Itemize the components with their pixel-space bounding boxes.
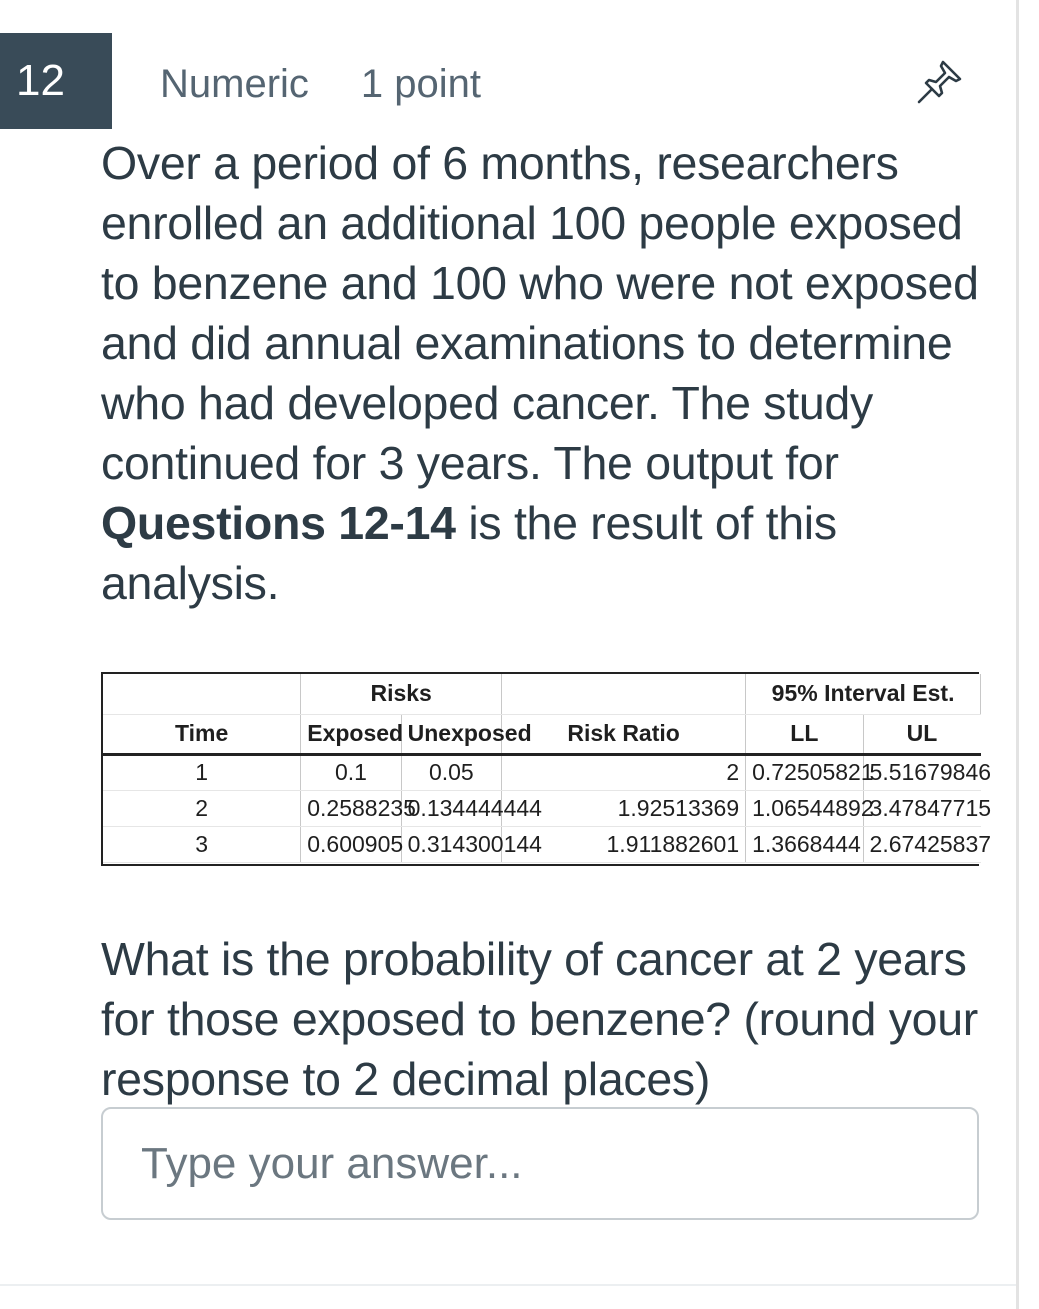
question-number: 12: [0, 33, 112, 129]
cell-unexposed: 0.314300144: [401, 826, 501, 862]
pin-icon-graphic: [912, 50, 972, 110]
cell-exposed: 0.600905: [301, 826, 401, 862]
column-header-ll: LL: [746, 714, 863, 754]
pin-icon[interactable]: [912, 50, 972, 110]
column-header-unexposed: Unexposed: [401, 714, 501, 754]
table-row: [103, 826, 981, 862]
question-divider: [0, 1284, 1016, 1286]
cell-time: 2: [103, 790, 301, 826]
cell-ul: 3.47847715: [863, 790, 980, 826]
question-points: 1 point: [360, 62, 482, 106]
cell-ul: 5.51679846: [863, 754, 980, 790]
output-table: [103, 674, 992, 863]
interval-group-header: 95% Interval Est.: [746, 674, 981, 714]
cell-time: 1: [103, 754, 301, 790]
cell-exposed: 0.1: [301, 754, 401, 790]
cell-exposed: 0.2588235: [301, 790, 401, 826]
column-header-time: Time: [103, 714, 301, 754]
cell-ll: 0.72505821: [746, 754, 863, 790]
cell-risk-ratio: 1.92513369: [502, 790, 746, 826]
cell-unexposed: 0.05: [401, 754, 501, 790]
cell-risk-ratio: 1.911882601: [502, 826, 746, 862]
table-header-row: [103, 714, 981, 754]
right-panel-border: [1016, 0, 1039, 1309]
cell-risk-ratio: 2: [502, 754, 746, 790]
table-cell: [103, 674, 301, 714]
question-type: Numeric: [160, 62, 309, 106]
cell-ul: 2.67425837: [863, 826, 980, 862]
table-row: [103, 754, 981, 790]
question-text: [101, 133, 981, 613]
column-header-exposed: Exposed: [301, 714, 401, 754]
cell-unexposed: 0.134444444: [401, 790, 501, 826]
question-meta: [160, 58, 481, 110]
table-group-header-row: [103, 674, 981, 714]
column-header-ul: UL: [863, 714, 980, 754]
question-intro-end: is the result of this analysis.: [101, 497, 837, 609]
question-intro: Over a period of 6 months, researchers enrolled an additional 100 people exposed to benzene and 100 who were not exposed and did annual examinations to determine who had developed cancer. The study continued for 3 years. The output for: [101, 137, 979, 489]
analysis-output-table: [101, 672, 992, 866]
cell-ll: 1.06544892: [746, 790, 863, 826]
table-cell: [502, 674, 746, 714]
risks-group-header: Risks: [301, 674, 502, 714]
cell-ll: 1.3668444: [746, 826, 863, 862]
answer-input[interactable]: [101, 1107, 979, 1220]
column-header-risk-ratio: Risk Ratio: [502, 714, 746, 754]
question-reference: Questions 12-14: [101, 497, 456, 549]
question-prompt: What is the probability of cancer at 2 years for those exposed to benzene? (round your response to 2 decimal places): [101, 933, 978, 1105]
cell-time: 3: [103, 826, 301, 862]
table-row: [103, 790, 981, 826]
